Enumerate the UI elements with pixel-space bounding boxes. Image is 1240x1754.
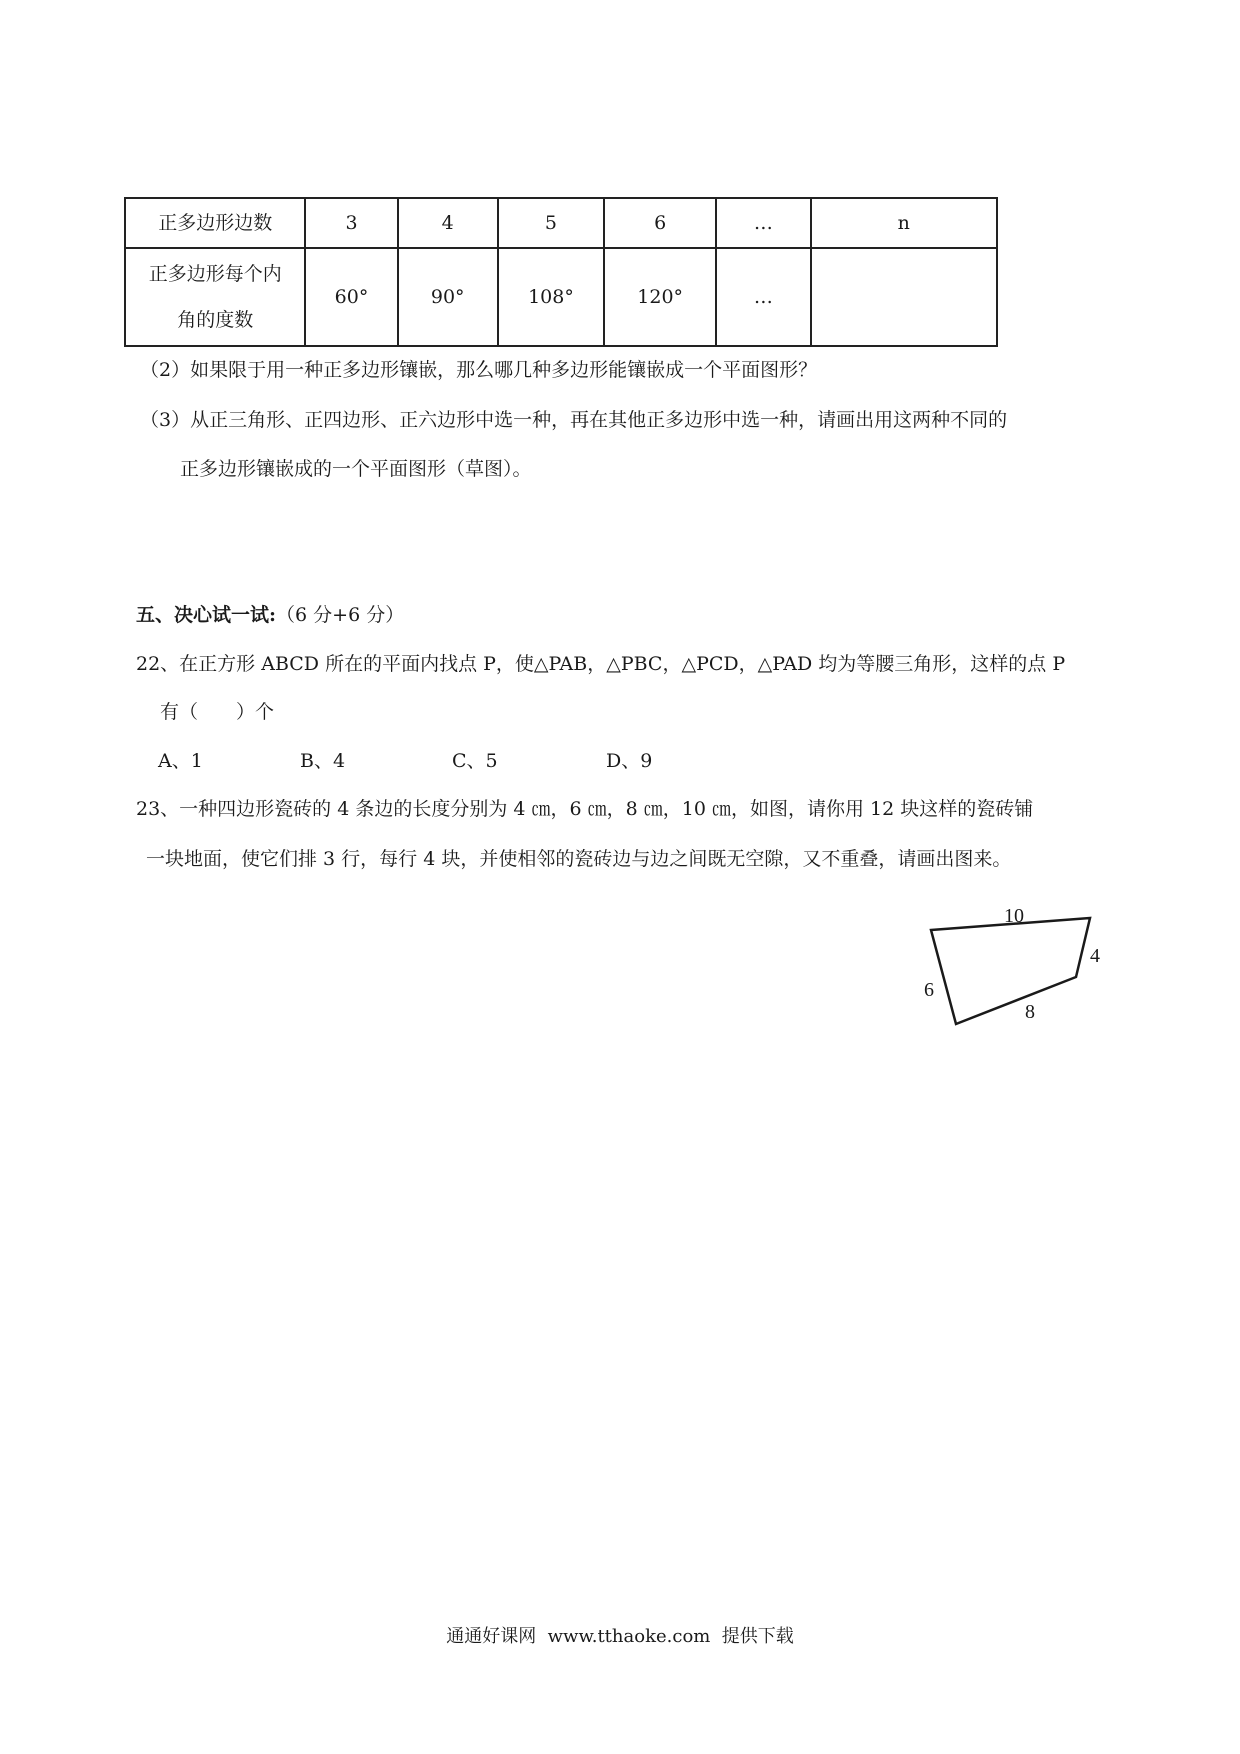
- question-3-line1: （3）从正三角形、正四边形、正六边形中选一种，再在其他正多边形中选一种，请画出用这两种不同的: [140, 409, 1008, 431]
- table-cell: 4: [398, 198, 498, 248]
- table-header-angles: [125, 248, 305, 346]
- label-side-8: 8: [1025, 1001, 1035, 1023]
- question-2: （2）如果限于用一种正多边形镶嵌，那么哪几种多边形能镶嵌成一个平面图形？: [140, 359, 818, 381]
- quadrilateral-shape: [931, 918, 1090, 1024]
- table-cell: 60°: [305, 248, 397, 346]
- table-row-sides: [125, 198, 997, 248]
- question-3-line2: 正多边形镶嵌成的一个平面图形（草图）。: [180, 458, 532, 480]
- quadrilateral-figure: [900, 890, 1140, 1040]
- table-cell: 120°: [604, 248, 716, 346]
- q22-option-c: C、5: [452, 750, 498, 772]
- table-cell-empty: [811, 248, 997, 346]
- table-cell: …: [716, 248, 810, 346]
- q22-option-a: A、1: [158, 750, 203, 772]
- question-23-line1: 23、一种四边形瓷砖的 4 条边的长度分别为 4 ㎝，6 ㎝，8 ㎝，10 ㎝，如图，请你用 12 块这样的瓷砖铺: [136, 798, 1034, 820]
- table-header-angles-line1: 正多边形每个内: [148, 263, 282, 285]
- table-cell: n: [811, 198, 997, 248]
- table-header-sides: 正多边形边数: [125, 198, 305, 248]
- table-cell: 108°: [498, 248, 604, 346]
- label-side-10: 10: [1004, 905, 1024, 927]
- label-side-6: 6: [924, 979, 934, 1001]
- polygon-angle-table: [124, 197, 998, 347]
- question-22-line1: 22、在正方形 ABCD 所在的平面内找点 P，使△PAB，△PBC，△PCD，△PAD 均为等腰三角形，这样的点 P: [136, 653, 1066, 675]
- question-22-line2: 有（ ）个: [160, 701, 275, 723]
- q22-option-b: B、4: [300, 750, 346, 772]
- table-cell: 3: [305, 198, 397, 248]
- label-side-4: 4: [1090, 945, 1100, 967]
- table-cell: 90°: [398, 248, 498, 346]
- section-5-title: 五、决心试一试:: [136, 604, 277, 626]
- table-cell: 6: [604, 198, 716, 248]
- table-row-angles: [125, 248, 997, 346]
- q22-option-d: D、9: [606, 750, 653, 772]
- section-5-score: （6 分+6 分）: [276, 604, 405, 626]
- section-5-heading: [136, 606, 404, 625]
- question-23-line2: 一块地面，使它们排 3 行，每行 4 块，并使相邻的瓷砖边与边之间既无空隙，又不重叠，请画出图来。: [146, 848, 1012, 870]
- table-cell: 5: [498, 198, 604, 248]
- table-cell: …: [716, 198, 810, 248]
- table-header-angles-line2: 角的度数: [177, 309, 254, 331]
- page-footer: 通通好课网 www.tthaoke.com 提供下载: [446, 1626, 794, 1647]
